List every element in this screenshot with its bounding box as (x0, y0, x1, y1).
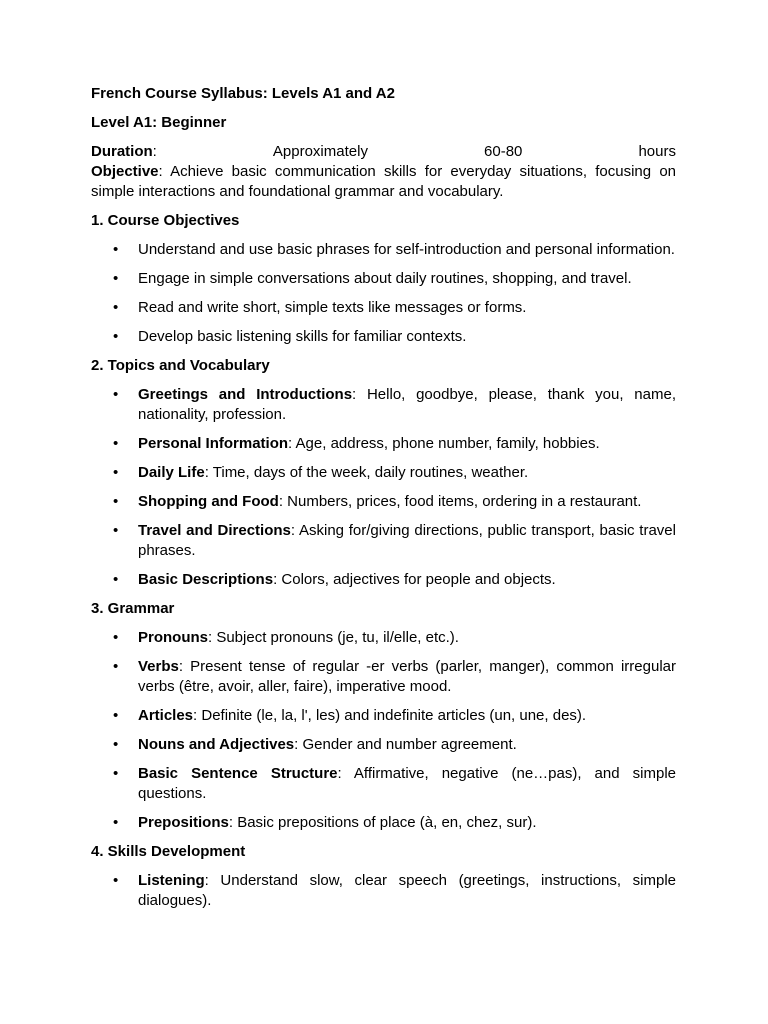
bullet-icon: • (113, 629, 119, 646)
bullet-icon: • (113, 765, 119, 782)
bullet-icon: • (113, 522, 119, 539)
list-item: • Develop basic listening skills for familiar contexts. (113, 328, 467, 345)
section-heading-topics: 2. Topics and Vocabulary (91, 357, 270, 374)
list-item: • Personal Information: Age, address, phone number, family, hobbies. (113, 435, 600, 452)
list-item: • Listening: Understand slow, clear speech (greetings, instructions, simple dialogues). (113, 872, 676, 909)
list-item: • Engage in simple conversations about daily routines, shopping, and travel. (113, 270, 632, 287)
skills-list (91, 871, 676, 911)
bullet-icon: • (113, 328, 119, 345)
duration-objective-block (91, 142, 676, 202)
document-page (91, 84, 676, 920)
bullet-icon: • (113, 814, 119, 831)
bullet-icon: • (113, 270, 119, 287)
document-title: French Course Syllabus: Levels A1 and A2 (91, 85, 395, 102)
topics-list (91, 385, 676, 590)
course-objectives-list (91, 240, 676, 347)
list-item: • Basic Sentence Structure: Affirmative, negative (ne…pas), and simple questions. (113, 765, 676, 802)
objective-paragraph (91, 162, 676, 202)
objective-label: Objective (91, 163, 159, 180)
list-item: • Daily Life: Time, days of the week, daily routines, weather. (113, 464, 529, 481)
duration-label: Duration (91, 143, 153, 160)
list-item: • Verbs: Present tense of regular -er verbs (parler, manger), common irregular verbs (être, avoir, aller, faire), imperative mood. (113, 658, 676, 695)
bullet-icon: • (113, 299, 119, 316)
list-item: • Shopping and Food: Numbers, prices, food items, ordering in a restaurant. (113, 493, 642, 510)
section-heading-course-objectives: 1. Course Objectives (91, 212, 240, 229)
list-item: • Articles: Definite (le, la, l', les) and indefinite articles (un, une, des). (113, 707, 587, 724)
bullet-icon: • (113, 736, 119, 753)
duration-line (91, 142, 676, 162)
bullet-icon: • (113, 658, 119, 675)
list-item: • Basic Descriptions: Colors, adjectives for people and objects. (113, 571, 556, 588)
grammar-list (91, 628, 676, 833)
list-item: • Pronouns: Subject pronouns (je, tu, il/elle, etc.). (113, 629, 459, 646)
bullet-icon: • (113, 493, 119, 510)
list-item: • Prepositions: Basic prepositions of place (à, en, chez, sur). (113, 814, 537, 831)
bullet-icon: • (113, 872, 119, 889)
bullet-icon: • (113, 386, 119, 403)
section-heading-grammar: 3. Grammar (91, 600, 175, 617)
duration-word-3: hours (638, 143, 676, 160)
bullet-icon: • (113, 241, 119, 258)
list-item: • Understand and use basic phrases for self-introduction and personal information. (113, 241, 675, 258)
list-item: • Read and write short, simple texts like messages or forms. (113, 299, 527, 316)
section-heading-skills: 4. Skills Development (91, 843, 246, 860)
bullet-icon: • (113, 707, 119, 724)
level-heading: Level A1: Beginner (91, 114, 227, 131)
list-item: • Nouns and Adjectives: Gender and number agreement. (113, 736, 517, 753)
duration-word-1: Approximately (272, 143, 368, 160)
objective-text: : Achieve basic communication skills for everyday situations, focusing on simple interactions and foundational grammar and vocabulary. (91, 163, 676, 200)
bullet-icon: • (113, 571, 119, 588)
list-item: • Travel and Directions: Asking for/giving directions, public transport, basic travel phrases. (113, 522, 676, 559)
bullet-icon: • (113, 464, 119, 481)
duration-word-2: 60-80 (484, 143, 523, 160)
bullet-icon: • (113, 435, 119, 452)
duration-sep: : (152, 143, 157, 160)
list-item: • Greetings and Introductions: Hello, goodbye, please, thank you, name, nationality, profession. (113, 386, 676, 423)
